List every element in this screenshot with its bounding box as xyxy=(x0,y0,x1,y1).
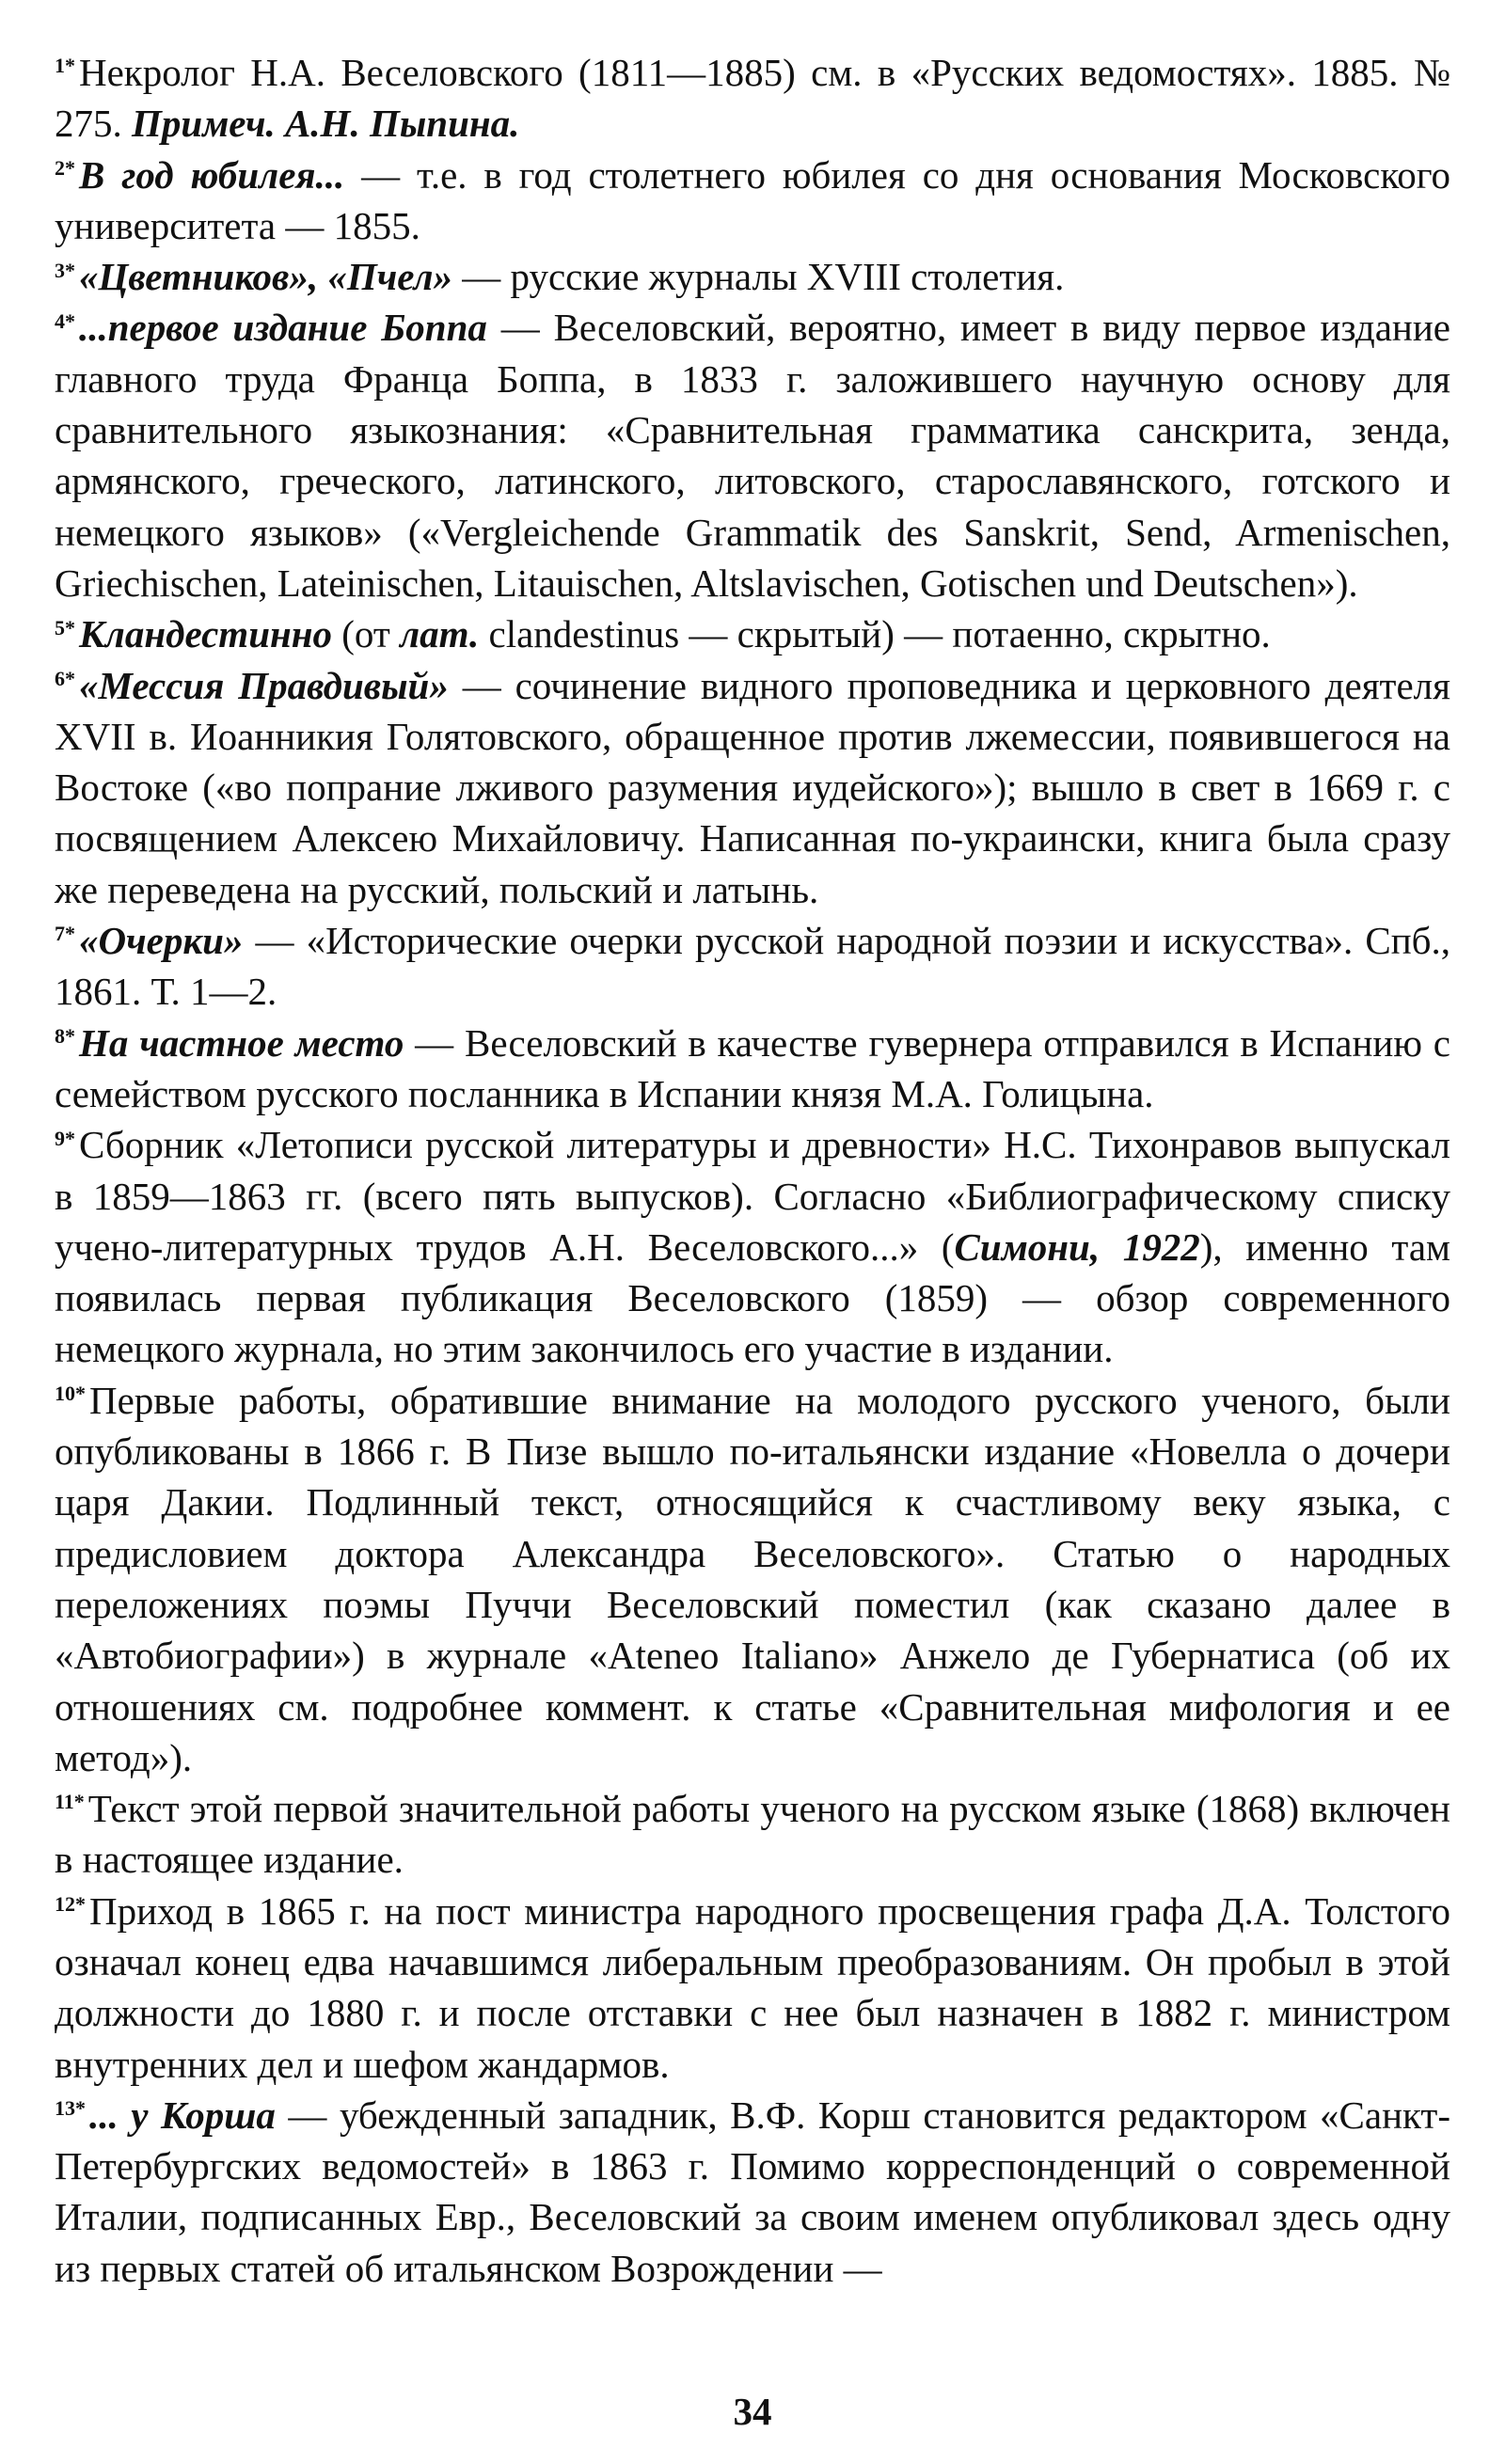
footnote xyxy=(55,251,1450,302)
footnote-text: — убежденный западник, В.Ф. Корш становится редактором «Санкт-Петербургских ведомостей» в 1863 г. Помимо корреспонденций о современной Италии, подписанных Евр., Веселовский за своим именем опубликовал здесь одну из первых статей об итальянском Возрождении — xyxy=(55,2093,1450,2290)
footnote-text: Сборник «Летописи русской литературы и древности» Н.С. Тихонравов выпускал в 1859—1863 гг. (всего пять выпусков). Согласно «Библиографическому списку учено-литературных трудов А.Н. Веселовского...» ( xyxy=(55,1123,1450,1269)
footnote-emphasis: «Мессия Правдивый» xyxy=(79,663,449,707)
footnote-emphasis: На частное место xyxy=(79,1020,404,1065)
footnote-text: — русские журналы XVIII столетия. xyxy=(452,255,1065,299)
footnote-emphasis: «Очерки» xyxy=(79,919,244,963)
footnote xyxy=(55,302,1450,608)
footnote-text: Текст этой первой значительной работы ученого на русском языке (1868) включен в настоящее издание. xyxy=(55,1787,1450,1882)
footnote-emphasis: Симони, 1922 xyxy=(954,1224,1200,1269)
footnote xyxy=(55,150,1450,252)
footnote-emphasis: лат. xyxy=(400,612,480,656)
footnote-number: 2* xyxy=(55,155,75,180)
footnote-text: clandestinus — скрытый) — потаенно, скрытно. xyxy=(479,612,1271,656)
footnote xyxy=(55,47,1450,150)
footnote-text: — сочинение видного проповедника и церковного деятеля XVII в. Иоанникия Голятовского, обращенное против лжемессии, появившегося на Востоке («во попрание лживого разумения иудейского»); вышло в свет в 1669 г. с посвящением Алексею Михайловичу. Написанная по-украински, книга была сразу же переведена на русский, польский и латынь. xyxy=(55,663,1450,911)
footnote-emphasis: ...первое издание Боппа xyxy=(79,306,487,350)
footnote-emphasis: Кландестинно xyxy=(79,612,333,656)
footnote-number: 5* xyxy=(55,615,75,640)
footnote-text: — «Исторические очерки русской народной поэзии и искусства». Спб., 1861. Т. 1—2. xyxy=(55,919,1450,1014)
footnote xyxy=(55,1119,1450,1374)
footnote-number: 7* xyxy=(55,922,75,946)
footnote xyxy=(55,660,1450,915)
footnote-text: Первые работы, обратившие внимание на молодого русского ученого, были опубликованы в 1866 г. В Пизе вышло по-итальянски издание «Новелла о дочери царя Дакии. Подлинный текст, относящийся к счастливому веку языка, с предисловием доктора Александра Веселовского». Статью о народных переложениях поэмы Пуччи Веселовский поместил (как сказано далее в «Автобиографии») в журнале «Ateneo Italiano» Анжело де Губернатиса (об их отношениях см. подробнее коммент. к статье «Сравнительная мифология и ее метод»). xyxy=(55,1378,1450,1779)
footnote-emphasis: ... у Корша xyxy=(89,2093,276,2137)
footnote xyxy=(55,1783,1450,1886)
footnote-text: — т.е. в год столетнего юбилея со дня основания Московского университета — 1855. xyxy=(55,152,1450,247)
footnote-text: — Веселовский в качестве гувернера отправился в Испанию с семейством русского посланника в Испании князя М.А. Голицына. xyxy=(55,1020,1450,1115)
footnote-number: 13* xyxy=(55,2096,86,2121)
footnote-text: (от xyxy=(332,612,401,656)
footnote-text: ), именно там появилась первая публикация Веселовского (1859) — обзор современного немецкого журнала, но этим закончилось его участие в издании. xyxy=(55,1224,1450,1371)
footnote-emphasis: Примеч. А.Н. Пыпина. xyxy=(132,102,520,146)
footnote xyxy=(55,1018,1450,1120)
footnote-number: 9* xyxy=(55,1126,75,1150)
footnote xyxy=(55,1375,1450,1783)
footnote-number: 8* xyxy=(55,1024,75,1049)
footnote-number: 12* xyxy=(55,1892,86,1917)
footnote-number: 1* xyxy=(55,54,75,78)
footnote-number: 4* xyxy=(55,308,75,333)
footnote-text: Некролог Н.А. Веселовского (1811—1885) см. в «Русских ведомостях». 1885. № 275. xyxy=(55,51,1450,146)
footnote-emphasis: В год юбилея... xyxy=(79,152,345,197)
footnote-number: 6* xyxy=(55,666,75,690)
footnote-text: Приход в 1865 г. на пост министра народного просвещения графа Д.А. Толстого означал конец едва начавшимся либеральным преобразованиям. Он пробыл в этой должности до 1880 г. и после отставки с нее был назначен в 1882 г. министром внутренних дел и шефом жандармов. xyxy=(55,1888,1450,2086)
footnote-text: — Веселовский, вероятно, имеет в виду первое издание главного труда Франца Боппа, в 1833 г. заложившего научную основу для сравнительного языкознания: «Сравнительная грамматика санскрита, зенда, армянского, греческого, латинского, литовского, старославянского, готского и немецкого языков» («Vergleichende Grammatik des Sanskrit, Send, Armenischen, Griechischen, Lateinischen, Litauischen, Altslavischen, Gotischen und Deutschen»). xyxy=(55,306,1451,605)
footnote xyxy=(55,1886,1450,2090)
footnote xyxy=(55,608,1450,659)
footnote-number: 11* xyxy=(55,1790,85,1814)
footnote-number: 10* xyxy=(55,1382,86,1406)
footnote-number: 3* xyxy=(55,258,75,282)
page-number: 34 xyxy=(733,2390,772,2433)
footnotes-column xyxy=(55,47,1450,2294)
footnote-emphasis: «Цветников», «Пчел» xyxy=(79,255,452,299)
footnote xyxy=(55,915,1450,1018)
footnote xyxy=(55,2090,1450,2294)
